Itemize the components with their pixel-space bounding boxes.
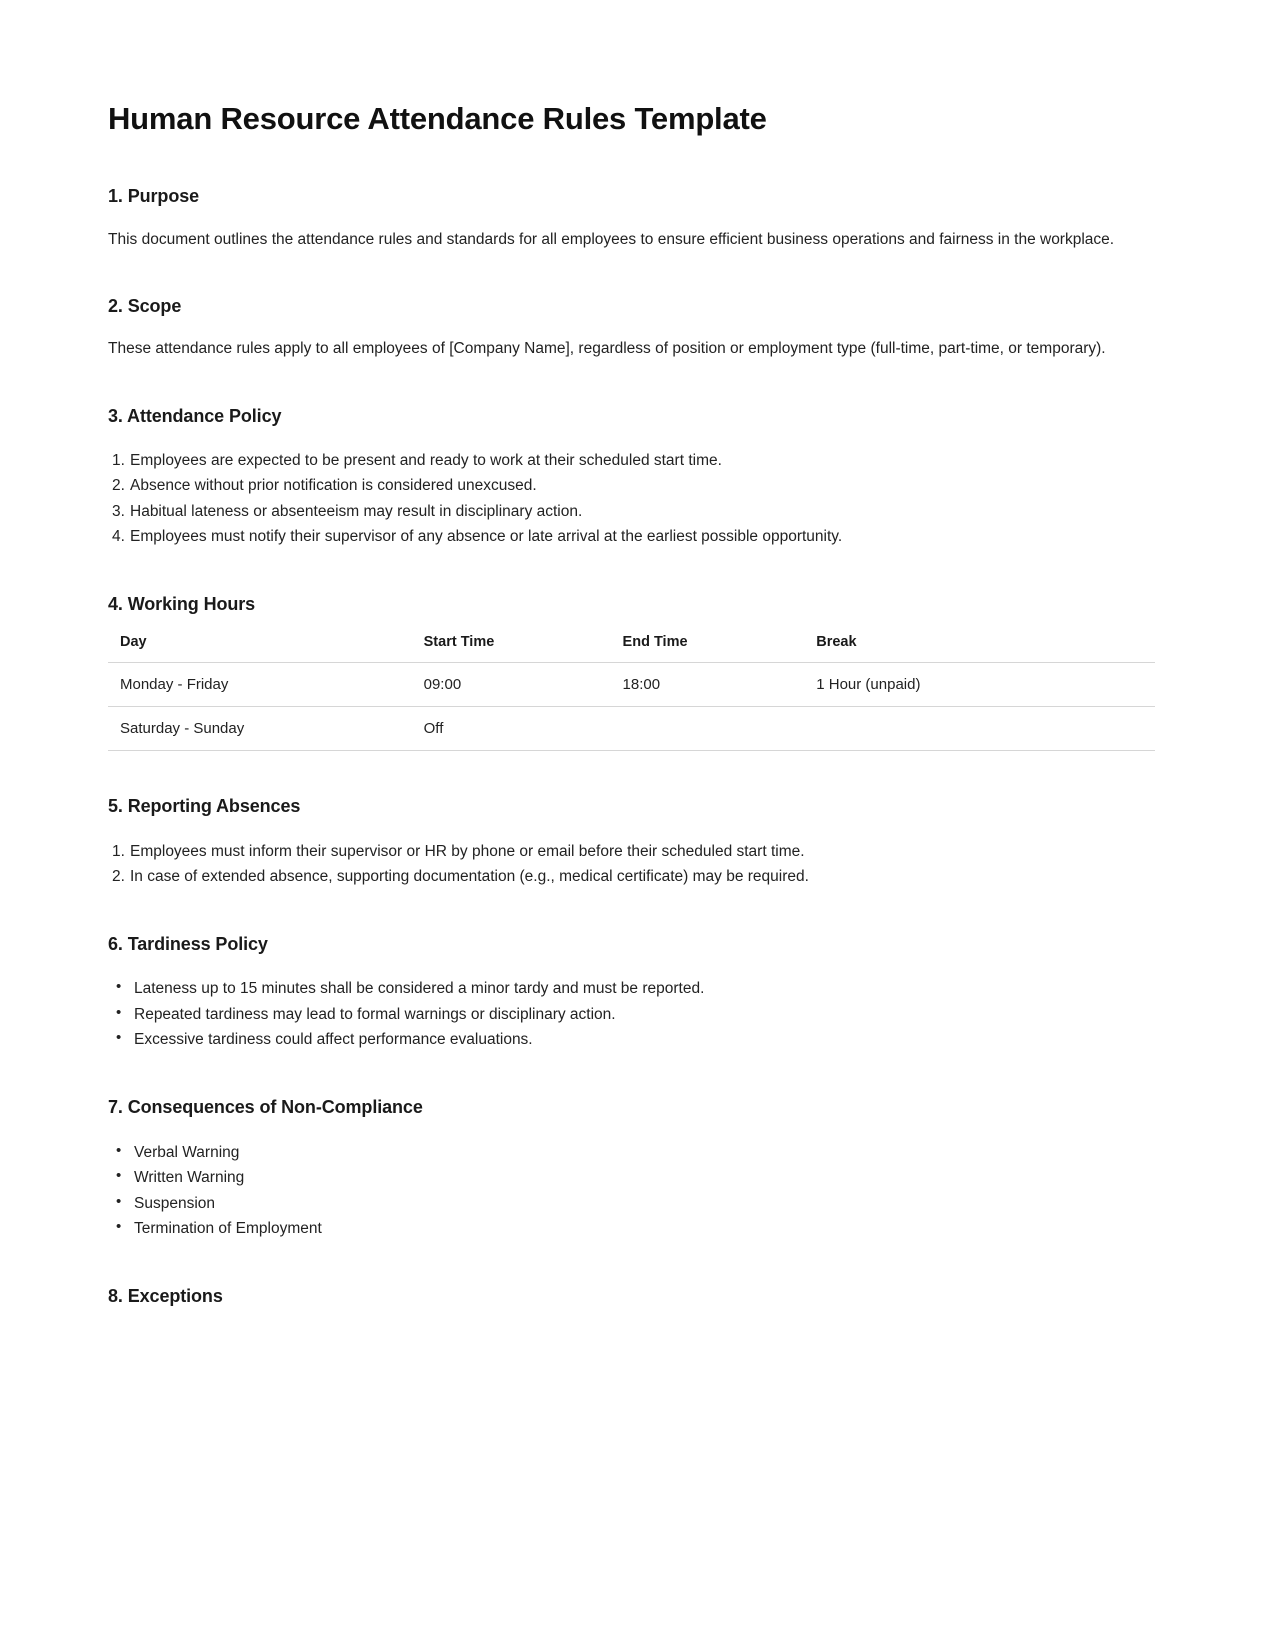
purpose-paragraph: This document outlines the attendance rules and standards for all employees to ensure efficient business operations and fairness in the workplace.	[108, 230, 1115, 248]
working-hours-table	[108, 634, 1155, 751]
section-attendance-policy	[108, 405, 1155, 549]
table-header	[108, 634, 1155, 663]
cell-start-time: 09:00	[412, 663, 611, 707]
list-item	[108, 839, 1155, 864]
column-header-break: Break	[804, 634, 1155, 663]
list-item: • Written Warning	[108, 1165, 1155, 1190]
list-item-text: In case of extended absence, supporting documentation (e.g., medical certificate) may be required.	[130, 867, 809, 885]
page-title: Human Resource Attendance Rules Template	[108, 101, 767, 136]
column-header-end-time: End Time	[611, 634, 805, 663]
list-item	[108, 448, 1155, 473]
list-item-text: Absence without prior notification is considered unexcused.	[130, 477, 537, 495]
column-header-start-time: Start Time	[412, 634, 611, 663]
table-row	[108, 663, 1155, 707]
column-header-day: Day	[108, 634, 412, 663]
list-item: • Lateness up to 15 minutes shall be considered a minor tardy and must be reported.	[108, 976, 1155, 1001]
list-item	[108, 499, 1155, 524]
list-item: • Verbal Warning	[108, 1140, 1155, 1165]
section-heading-consequences: 7. Consequences of Non-Compliance	[108, 1097, 423, 1118]
list-item	[108, 524, 1155, 549]
section-heading-reporting-absences: 5. Reporting Absences	[108, 796, 301, 817]
list-item: • Suspension	[108, 1191, 1155, 1216]
consequences-list	[108, 1140, 1155, 1242]
section-consequences	[108, 1096, 1155, 1241]
list-item-text: Employees must inform their supervisor or HR by phone or email before their scheduled start time.	[130, 842, 805, 860]
list-item: • Excessive tardiness could affect performance evaluations.	[108, 1027, 1155, 1052]
cell-day: Monday - Friday	[108, 663, 412, 707]
list-item-number: 1.	[112, 452, 125, 470]
cell-end-time: 18:00	[611, 663, 805, 707]
cell-end-time	[611, 707, 805, 751]
list-item-number: 4.	[112, 527, 125, 545]
cell-day: Saturday - Sunday	[108, 707, 412, 751]
section-heading-exceptions: 8. Exceptions	[108, 1286, 223, 1307]
section-heading-purpose: 1. Purpose	[108, 186, 200, 207]
scope-paragraph: These attendance rules apply to all employees of [Company Name], regardless of position or employment type (full-time, part-time, or temporary).	[108, 340, 1106, 358]
section-exceptions	[108, 1285, 1155, 1308]
section-heading-working-hours: 4. Working Hours	[108, 593, 256, 614]
section-heading-scope: 2. Scope	[108, 296, 182, 317]
list-item-number: 3.	[112, 502, 125, 520]
list-item-number: 1.	[112, 842, 125, 860]
list-item-number: 2.	[112, 867, 125, 885]
table-row	[108, 707, 1155, 751]
attendance-policy-list	[108, 448, 1155, 548]
section-working-hours	[108, 593, 1155, 751]
reporting-absences-list	[108, 839, 1155, 889]
section-heading-attendance-policy: 3. Attendance Policy	[108, 405, 282, 426]
table-body	[108, 663, 1155, 751]
tardiness-policy-list	[108, 976, 1155, 1052]
list-item-text: Habitual lateness or absenteeism may result in disciplinary action.	[130, 502, 583, 520]
table-header-row	[108, 634, 1155, 663]
list-item-number: 2.	[112, 477, 125, 495]
section-scope	[108, 295, 1155, 361]
list-item: • Repeated tardiness may lead to formal warnings or disciplinary action.	[108, 1002, 1155, 1027]
list-item	[108, 473, 1155, 498]
section-purpose	[108, 185, 1155, 251]
cell-start-time: Off	[412, 707, 611, 751]
cell-break: 1 Hour (unpaid)	[804, 663, 1155, 707]
list-item-text: Employees must notify their supervisor of any absence or late arrival at the earliest possible opportunity.	[130, 527, 843, 545]
section-tardiness-policy	[108, 933, 1155, 1053]
list-item-text: Employees are expected to be present and ready to work at their scheduled start time.	[130, 452, 722, 470]
list-item: • Termination of Employment	[108, 1216, 1155, 1241]
cell-break	[804, 707, 1155, 751]
section-reporting-absences	[108, 795, 1155, 889]
list-item	[108, 864, 1155, 889]
section-heading-tardiness-policy: 6. Tardiness Policy	[108, 933, 268, 954]
